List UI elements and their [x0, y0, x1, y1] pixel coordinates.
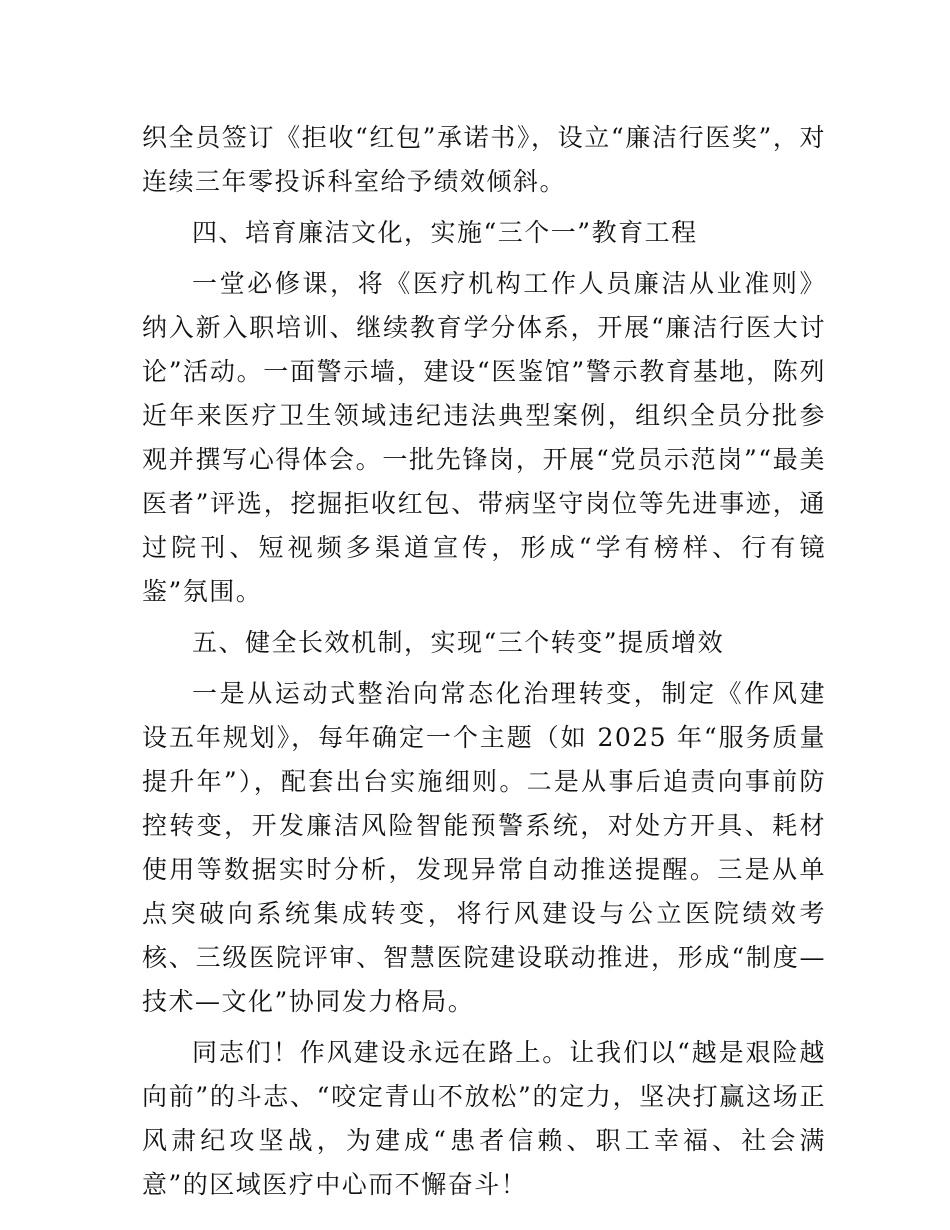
- section-heading-5: 五、健全长效机制，实现“三个转变”提质增效: [192, 628, 725, 657]
- paragraph-education-project: 一堂必修课，将《医疗机构工作人员廉洁从业准则》纳入新入职培训、继续教育学分体系，开展“廉洁行医大讨论”活动。一面警示墙，建设“医鉴馆”警示教育基地，陈列近年来医疗卫生领域违纪违法典型案例，组织全员分批参观并撰写心得体会。一批先锋岗，开展“党员示范岗”“最美医者”评选，挖掘拒收红包、带病坚守岗位等先进事迹，通过院刊、短视频多渠道宣传，形成“学有榜样、行有镜鉴”氛围。: [142, 269, 826, 606]
- paragraph-long-term-mechanism: 一是从运动式整治向常态化治理转变，制定《作风建设五年规划》，每年确定一个主题（如 2025 年“服务质量提升年”），配套出台实施细则。二是从事后追责向事前防控转变，开发廉洁风险智能预警系统，对处方开具、耗材使用等数据实时分析，发现异常自动推送提醒。三是从单点突破向系统集成转变，将行风建设与公立医院绩效考核、三级医院评审、智慧医院建设联动推进，形成“制度—技术—文化”协同发力格局。: [142, 679, 826, 1016]
- document-body: [142, 116, 826, 1214]
- paragraph-closing: 同志们！作风建设永远在路上。让我们以“越是艰险越向前”的斗志、“咬定青山不放松”的定力，坚决打赢这场正风肃纪攻坚战，为建成“患者信赖、职工幸福、社会满意”的区域医疗中心而不懈奋斗！: [142, 1038, 826, 1199]
- paragraph-continuation: 织全员签订《拒收“红包”承诺书》，设立“廉洁行医奖”，对连续三年零投诉科室给予绩效倾斜。: [142, 123, 826, 196]
- section-heading-4: 四、培育廉洁文化，实施“三个一”教育工程: [192, 218, 698, 247]
